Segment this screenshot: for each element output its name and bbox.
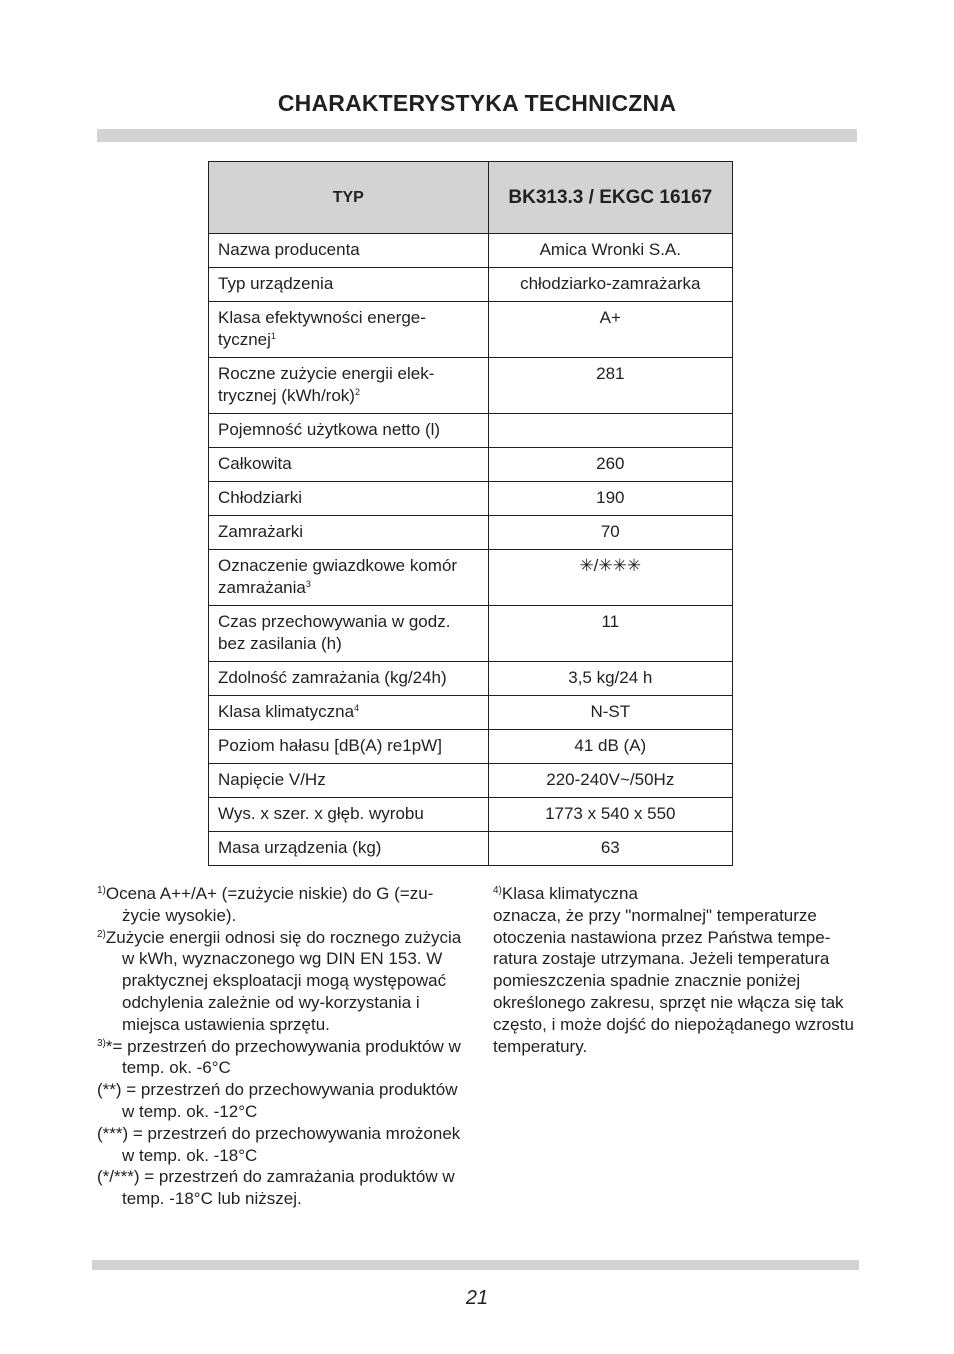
footnote-3-item: (***) = przestrzeń do przechowywania mrożonek w temp. ok. -18°C bbox=[97, 1123, 461, 1165]
footnote-4-heading: $^{4)}$Klasa klimatyczna bbox=[493, 884, 638, 903]
row-value: N-ST bbox=[488, 696, 732, 730]
row-label: Masa urządzenia (kg) bbox=[209, 832, 489, 866]
row-label: Całkowita bbox=[209, 448, 489, 482]
row-label: Oznaczenie gwiazdkowe komór zamrażania$^3$ bbox=[209, 550, 489, 606]
footnote-ref: 2 bbox=[354, 387, 360, 397]
table-row bbox=[209, 764, 733, 798]
row-value: 281 bbox=[488, 358, 732, 414]
footnote-3: $^{3)}$*= przestrzeń do przechowywania produktów w temp. ok. -6°C bbox=[97, 1036, 461, 1078]
row-value: chłodziarko-zamrażarka bbox=[488, 268, 732, 302]
footnote-mark: 2) bbox=[97, 928, 106, 940]
table-row bbox=[209, 730, 733, 764]
footer-divider-bar bbox=[92, 1260, 859, 1270]
table-row bbox=[209, 662, 733, 696]
table-row bbox=[209, 832, 733, 866]
row-value: Amica Wronki S.A. bbox=[488, 234, 732, 268]
row-value: 1773 x 540 x 550 bbox=[488, 798, 732, 832]
row-label: Klasa efektywności energe-tycznej$^1$ bbox=[209, 302, 489, 358]
footnote-mark: 3) bbox=[97, 1037, 106, 1049]
row-value bbox=[488, 414, 732, 448]
row-label: Wys. x szer. x głęb. wyrobu bbox=[209, 798, 489, 832]
model-header-value: BK313.3 / EKGC 16167 bbox=[488, 162, 732, 234]
row-label: Zdolność zamrażania (kg/24h) bbox=[209, 662, 489, 696]
footnote-ref: 3 bbox=[305, 579, 311, 589]
table-row bbox=[209, 358, 733, 414]
page-number: 21 bbox=[465, 1287, 489, 1309]
table-row bbox=[209, 482, 733, 516]
spec-table bbox=[208, 161, 733, 866]
row-value: 63 bbox=[488, 832, 732, 866]
row-value: 190 bbox=[488, 482, 732, 516]
row-label: Chłodziarki bbox=[209, 482, 489, 516]
footnote-3-item: (**) = przestrzeń do przechowywania produktów w temp. ok. -12°C bbox=[97, 1080, 458, 1121]
table-row bbox=[209, 606, 733, 662]
table-row bbox=[209, 550, 733, 606]
page-title: CHARAKTERYSTYKA TECHNICZNA bbox=[277, 90, 677, 116]
table-row bbox=[209, 448, 733, 482]
row-value: A+ bbox=[488, 302, 732, 358]
table-row bbox=[209, 234, 733, 268]
row-value: 3,5 kg/24 h bbox=[488, 662, 732, 696]
row-label: Czas przechowywania w godz. bez zasilania (h) bbox=[209, 606, 489, 662]
footnote-2: $^{2)}$Zużycie energii odnosi się do rocznego zużycia w kWh, wyznaczonego wg DIN EN 153. W praktycznej eksploatacji mogą występować odchylenia zależnie od wy-korzystania i miejsca ustawienia sprzętu. bbox=[97, 927, 462, 1034]
footnote-3-item: (*/***) = przestrzeń do zamrażania produktów w temp. -18°C lub niższej. bbox=[97, 1167, 455, 1209]
row-value: 260 bbox=[488, 448, 732, 482]
row-value: 41 dB (A) bbox=[488, 730, 732, 764]
footnote-1: $^{1)}$Ocena A++/A+ (=zużycie niskie) do G (=zu-życie wysokie). bbox=[97, 884, 434, 925]
footnote-4-text: oznacza, że przy "normalnej" temperaturze otoczenia nastawiona przez Państwa tempe-ratura zostaje utrzymana. Jeżeli temperatura pomieszczenia spadnie znacznie poniżej określonego zakresu, sprzęt nie włącza się tak często, i może dojść do niepożądanego wzrostu temperatury. bbox=[493, 905, 854, 1056]
footnote-ref: 1 bbox=[270, 331, 276, 341]
row-label: Typ urządzenia bbox=[209, 268, 489, 302]
row-value: 70 bbox=[488, 516, 732, 550]
row-label: Nazwa producenta bbox=[209, 234, 489, 268]
spec-table-header bbox=[209, 162, 733, 234]
footnote-mark: 1) bbox=[97, 885, 106, 896]
row-label: Zamrażarki bbox=[209, 516, 489, 550]
row-label: Pojemność użytkowa netto (l) bbox=[209, 414, 489, 448]
row-label: Napięcie V/Hz bbox=[209, 764, 489, 798]
table-row bbox=[209, 268, 733, 302]
table-row bbox=[209, 414, 733, 448]
row-label: Poziom hałasu [dB(A) re1pW] bbox=[209, 730, 489, 764]
footnotes-left bbox=[97, 883, 472, 1210]
table-row bbox=[209, 696, 733, 730]
table-row bbox=[209, 516, 733, 550]
header-divider-bar bbox=[97, 129, 857, 142]
table-row bbox=[209, 302, 733, 358]
footnotes-right bbox=[493, 883, 863, 1057]
footnote-ref: 4 bbox=[354, 703, 360, 713]
row-label: Roczne zużycie energii elek-trycznej $(kWh/rok)^2$ bbox=[209, 358, 489, 414]
row-label: Klasa klimatyczna$^4$ bbox=[209, 696, 489, 730]
row-value: 220-240V~/50Hz bbox=[488, 764, 732, 798]
star-rating-value: ✳/✳✳✳ bbox=[488, 550, 732, 606]
footnote-mark: 4) bbox=[493, 885, 502, 896]
row-value: 11 bbox=[488, 606, 732, 662]
type-header-label: TYP bbox=[209, 162, 489, 234]
table-row bbox=[209, 798, 733, 832]
